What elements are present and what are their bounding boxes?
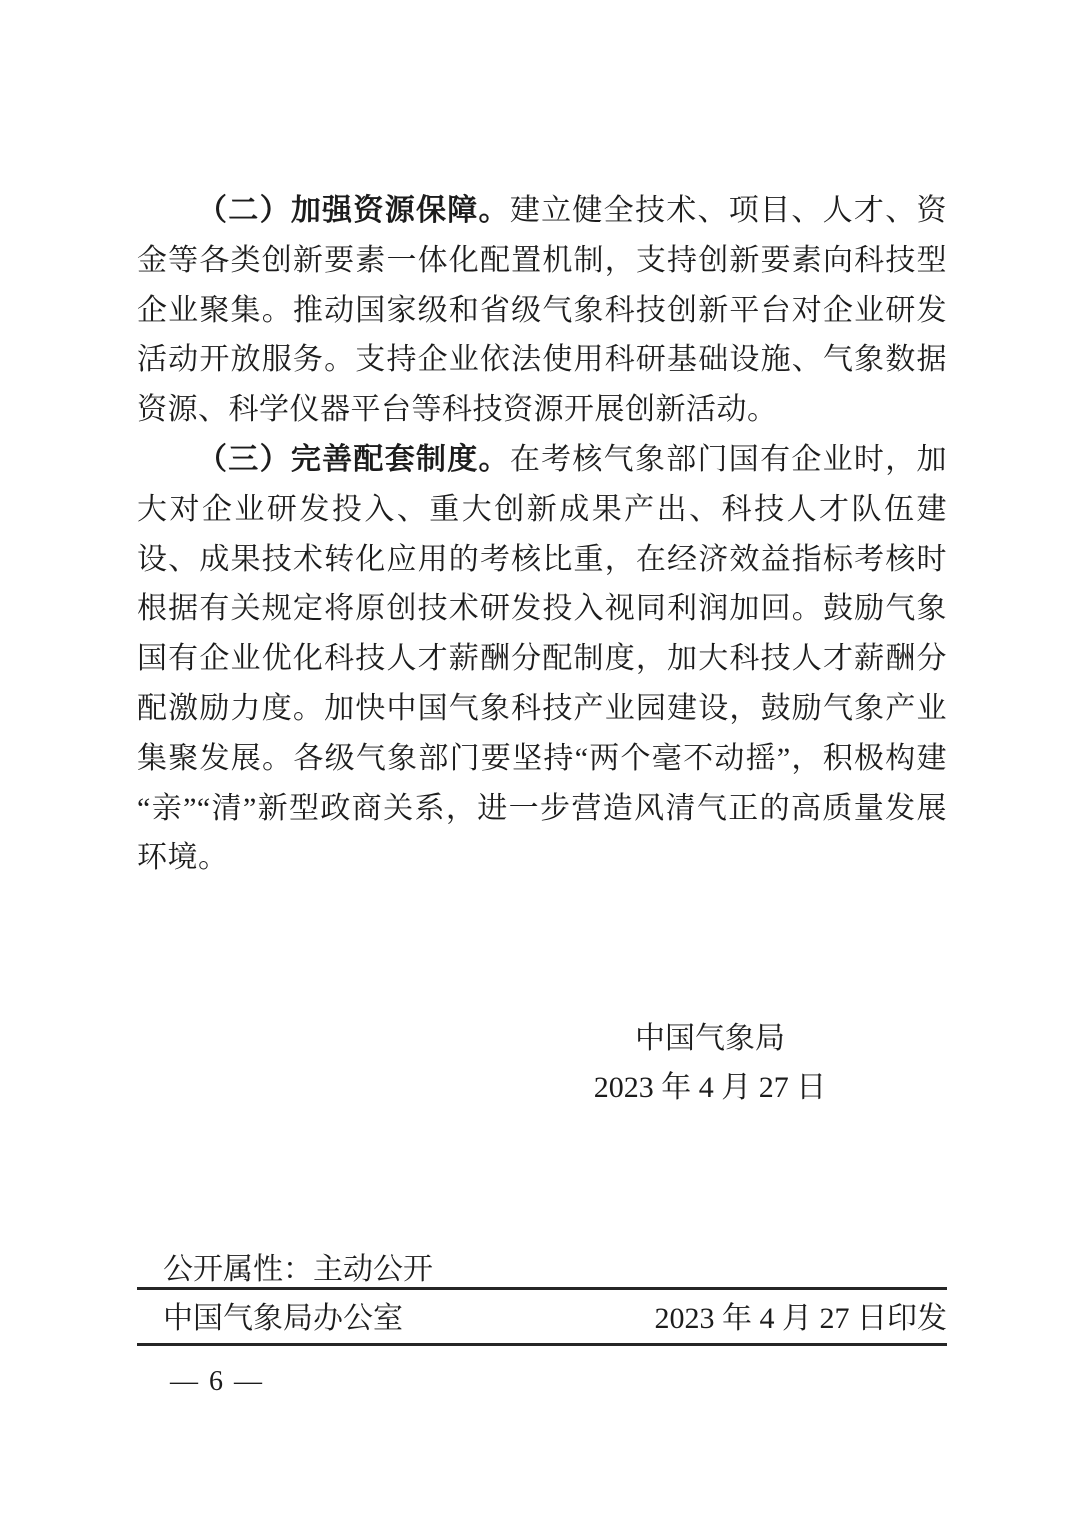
paragraph-item-3 [137, 435, 947, 883]
paragraph-body: 建立健全技术、项目、人才、资金等各类创新要素一体化配置机制，支持创新要素向科技型企业聚集。推动国家级和省级气象科技创新平台对企业研发活动开放服务。支持企业依法使用科研基础设施、气象数据资源、科学仪器平台等科技资源开展创新活动。 [137, 194, 948, 427]
print-date: 2023 年 4 月 27 日印发 [654, 1302, 947, 1335]
paragraph-heading: （二）加强资源保障。 [197, 194, 510, 227]
document-body [137, 186, 947, 883]
page-number: — 6 — [170, 1366, 264, 1397]
paragraph-item-2 [137, 186, 947, 435]
signature-date: 2023 年 4 月 27 日 [593, 1071, 827, 1104]
divider-rule-bottom [137, 1343, 947, 1346]
paragraph-body: 在考核气象部门国有企业时，加大对企业研发投入、重大创新成果产出、科技人才队伍建设、成果技术转化应用的考核比重，在经济效益指标考核时根据有关规定将原创技术研发投入视同利润加回。鼓励气象国有企业优化科技人才薪酬分配制度，加大科技人才薪酬分配激励力度。加快中国气象科技产业园建设，鼓励气象产业集聚发展。各级气象部门要坚持“两个毫不动摇”，积极构建“亲”“清”新型政商关系，进一步营造风清气正的高质量发展环境。 [137, 442, 948, 875]
issuing-office: 中国气象局办公室 [163, 1302, 403, 1335]
signature-issuer: 中国气象局 [635, 1022, 785, 1055]
signature-block [505, 1014, 915, 1112]
publicity-attribute: 公开属性：主动公开 [163, 1253, 433, 1286]
paragraph-heading: （三）完善配套制度。 [197, 442, 510, 476]
issuing-office-row [137, 1297, 947, 1341]
divider-rule-top [137, 1287, 947, 1290]
